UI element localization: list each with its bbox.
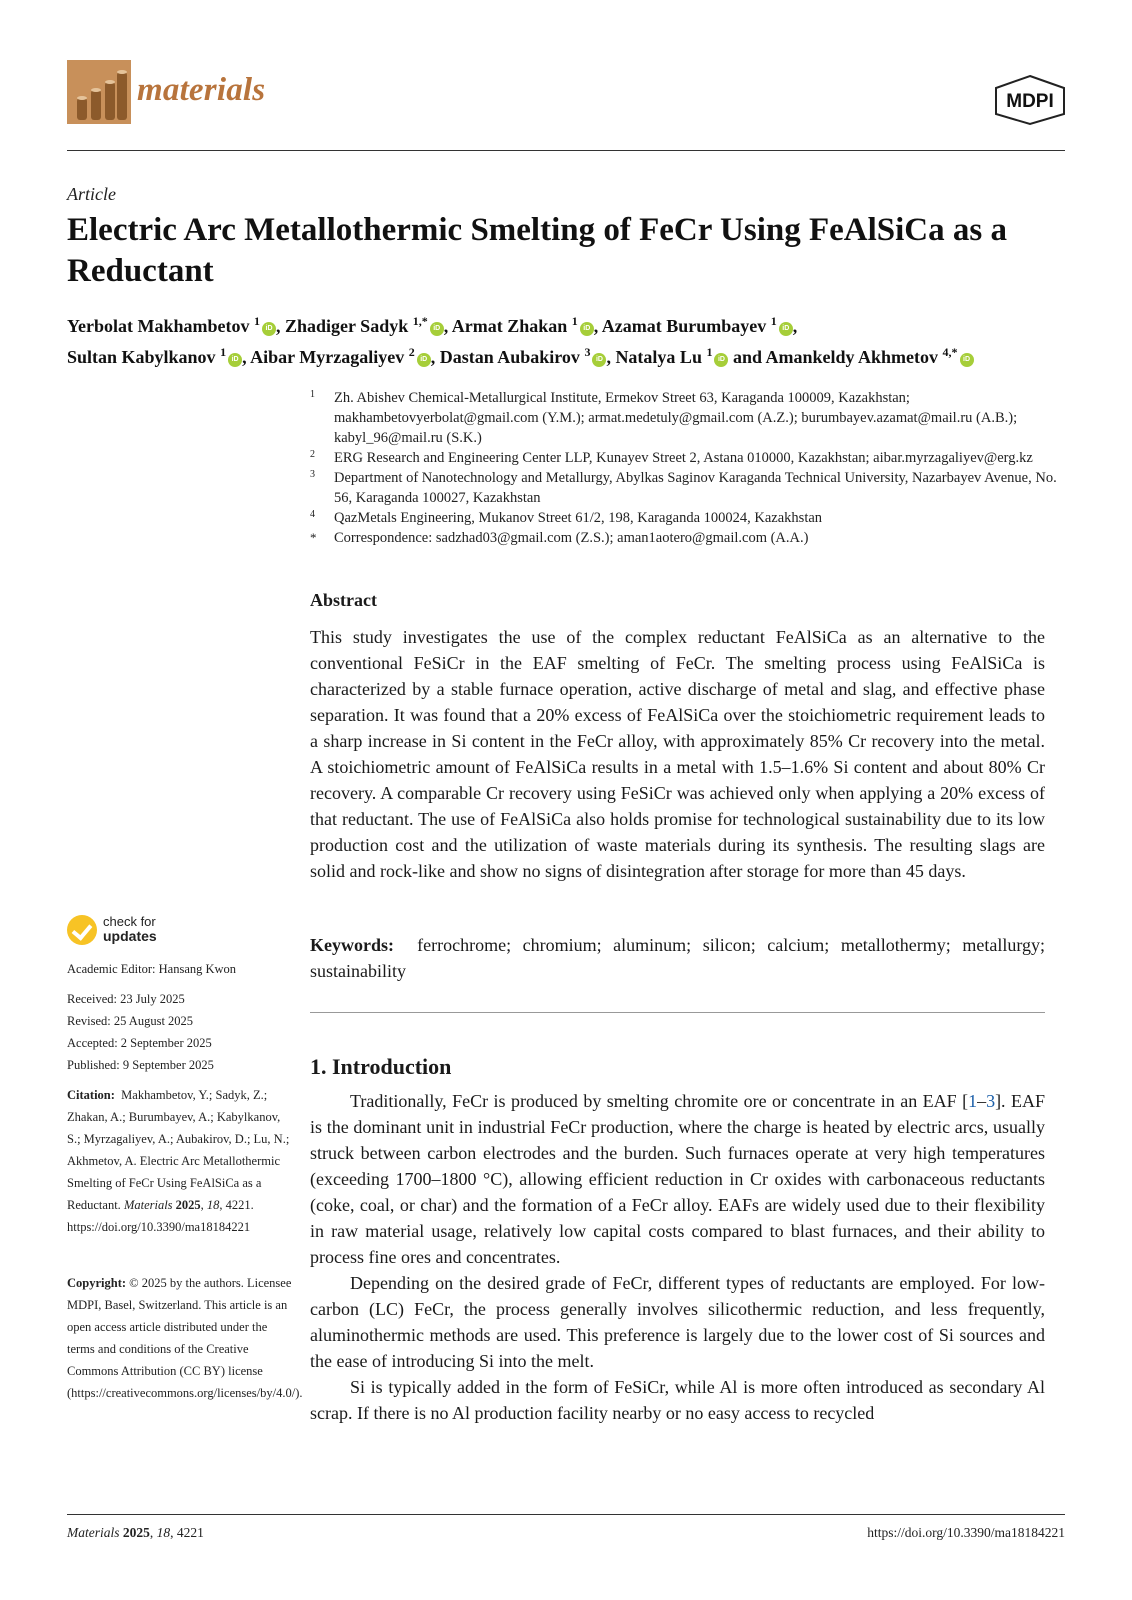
copyright-label: Copyright:: [67, 1276, 127, 1290]
citation-year: 2025: [175, 1198, 201, 1212]
orcid-icon[interactable]: iD: [592, 353, 606, 367]
citation-block: Citation: Makhambetov, Y.; Sadyk, Z.; Zhakan, A.; Burumbayev, A.; Kabylkanov, S.; Myrzagaliyev, A.; Aubakirov, D.; Lu, N.; Akhmetov, A. Electric Arc Metallothermic Smelting of FeCr Using FeAlSiCa as a Reductant. Materials 2025, 18, 4221. https://doi.org/10.3390/ma18184221: [67, 1088, 290, 1234]
author-separator: ,: [276, 316, 285, 336]
author-name: Sultan Kabylkanov: [67, 347, 216, 367]
author-affiliation-marker: 1: [706, 345, 713, 359]
mdpi-logo: [990, 74, 1070, 126]
citation-link-3[interactable]: 3: [986, 1091, 996, 1111]
affiliation-item: [310, 468, 1070, 508]
author-affiliation-marker: 1: [770, 314, 777, 328]
author-name: Dastan Aubakirov: [439, 347, 580, 367]
affiliation-number: *: [310, 530, 317, 545]
affiliation-number: 4: [310, 509, 315, 520]
author-separator: ,: [443, 316, 452, 336]
citation-volume: 18: [206, 1198, 220, 1212]
keywords-text: ferrochrome; chromium; aluminum; silicon; calcium; metallothermy; metallurgy; sustainability: [310, 935, 1045, 981]
published-date: Published: 9 September 2025: [67, 1058, 214, 1072]
header-rule: [67, 150, 1065, 151]
academic-editor: Academic Editor: Hansang Kwon: [67, 962, 237, 976]
orcid-icon[interactable]: iD: [430, 322, 444, 336]
affiliation-text: Zh. Abishev Chemical-Metallurgical Institute, Ermekov Street 63, Karaganda 100009, Kazakhstan; makhambetovyerbolat@gmail.com (Y.M.); armat.medetuly@gmail.com (A.Z.); burumbayev.azamat@mail.ru (A.B.); kabyl_96@mail.ru (S.K.): [334, 390, 1018, 446]
author-name: Aibar Myrzagaliyev: [250, 347, 405, 367]
author-separator: ,: [792, 316, 798, 336]
author-affiliation-marker: 3: [584, 345, 591, 359]
abstract-rule: [310, 1012, 1045, 1013]
author-affiliation-marker: 4,*: [942, 345, 958, 359]
accepted-date: Accepted: 2 September 2025: [67, 1036, 212, 1050]
citation-doi[interactable]: , 4221. https://doi.org/10.3390/ma18184221: [67, 1198, 254, 1234]
author-separator: ,: [430, 347, 440, 367]
received-date: Received: 23 July 2025: [67, 992, 185, 1006]
orcid-icon[interactable]: iD: [262, 322, 276, 336]
affiliation-item: [310, 448, 1070, 468]
check-updates-icon[interactable]: [67, 915, 97, 945]
author-separator: ,: [242, 347, 251, 367]
orcid-icon[interactable]: iD: [580, 322, 594, 336]
author-affiliation-marker: 1: [254, 314, 260, 328]
paper-title: Electric Arc Metallothermic Smelting of FeCr Using FeAlSiCa as a Reductant: [67, 212, 1007, 289]
citation-text: Makhambetov, Y.; Sadyk, Z.; Zhakan, A.; Burumbayev, A.; Kabylkanov, S.; Myrzagaliyev, A.; Aubakirov, D.; Lu, N.; Akhmetov, A. Electric Arc Metallothermic Smelting of FeCr Using FeAlSiCa as a Reductant.: [67, 1088, 290, 1212]
affiliation-text: Department of Nanotechnology and Metallurgy, Abylkas Saginov Karaganda Technical University, Nazarbayev Avenue, No. 56, Karaganda 100027, Kazakhstan: [334, 470, 1057, 506]
orcid-icon[interactable]: iD: [228, 353, 242, 367]
author-name: Armat Zhakan: [451, 316, 568, 336]
citation-journal: Materials: [123, 1198, 173, 1212]
mdpi-text: MDPI: [1006, 91, 1054, 112]
intro-paragraph-1: Traditionally, FeCr is produced by smelting chromite ore or concentrate in an EAF [1–3]. EAF is the dominant unit in industrial FeCr production, where the charge is heated by electric arcs, usually struck between carbon electrodes and the burden. Such furnaces operate at very high temperatures (exceeding 1700–1800 °C), allowing efficient reduction in Cr oxides with carbonaceous reductants (coke, coal, or char) and the formation of a FeCr alloy. EAFs are widely used due to their flexibility in raw material usage, relatively low capital costs compared to blast furnaces, and their ability to process fine ores and concentrates.: [310, 1091, 1045, 1267]
affiliation-text: ERG Research and Engineering Center LLP, Kunayev Street 2, Astana 010000, Kazakhstan; aibar.myrzagaliyev@erg.kz: [334, 450, 1033, 466]
abstract-heading: Abstract: [310, 590, 377, 610]
citation-link-1[interactable]: 1: [968, 1091, 978, 1111]
intro-paragraph-2: Depending on the desired grade of FeCr, different types of reductants are employed. For low-carbon (LC) FeCr, the process generally involves silicothermic reduction, and less frequently, aluminothermic methods are used. This preference is largely due to the lower cost of Si sources and the ease of introducing Si into the melt.: [310, 1273, 1045, 1371]
author-separator: and: [728, 347, 766, 367]
affiliation-text: QazMetals Engineering, Mukanov Street 61/2, 198, Karaganda 100024, Kazakhstan: [334, 510, 823, 526]
section-heading-introduction: 1. Introduction: [310, 1054, 452, 1079]
affiliation-text: Correspondence: sadzhad03@gmail.com (Z.S.); aman1aotero@gmail.com (A.A.): [334, 530, 809, 546]
author-affiliation-marker: 2: [408, 345, 415, 359]
author-name: Natalya Lu: [615, 347, 702, 367]
author-name: Azamat Burumbayev: [601, 316, 767, 336]
affiliations: [310, 388, 1070, 548]
author-separator: ,: [606, 347, 616, 367]
author-name: Yerbolat Makhambetov: [67, 316, 250, 336]
author-affiliation-marker: 1: [571, 314, 578, 328]
orcid-icon[interactable]: iD: [960, 353, 974, 367]
author-affiliation-marker: 1: [220, 345, 227, 359]
orcid-icon[interactable]: iD: [417, 353, 431, 367]
affiliation-number: 3: [310, 469, 315, 480]
article-type: Article: [67, 184, 116, 204]
footer-doi[interactable]: https://doi.org/10.3390/ma18184221: [867, 1525, 1065, 1540]
introduction-text: [310, 1088, 1045, 1426]
orcid-icon[interactable]: iD: [779, 322, 793, 336]
check-updates-label[interactable]: check for updates: [103, 914, 157, 944]
affiliation-number: 2: [310, 449, 315, 460]
orcid-icon[interactable]: iD: [714, 353, 728, 367]
journal-name: materials: [137, 72, 266, 108]
keywords-label: Keywords:: [310, 935, 394, 955]
author-separator: ,: [593, 316, 602, 336]
keywords: [310, 932, 1045, 984]
copyright-text: © 2025 by the authors. Licensee MDPI, Basel, Switzerland. This article is an open access article distributed under the terms and conditions of the Creative Commons Attribution (CC BY) license (https://creativecommons.org/licenses/by/4.0/).: [67, 1276, 303, 1400]
abstract-text: This study investigates the use of the complex reductant FeAlSiCa as an alternative to the conventional FeSiCr in the EAF smelting of FeCr. The smelting process using FeAlSiCa is characterized by a stable furnace operation, active discharge of metal and slag, and effective phase separation. It was found that a 20% excess of FeAlSiCa over the stoichiometric requirement leads to a sharp increase in Si content in the FeCr alloy, with approximately 85% Cr recovery into the metal. A stoichiometric amount of FeAlSiCa results in a metal with 1.5–1.6% Si content and about 80% Cr recovery. A comparable Cr recovery using FeSiCr was achieved only when applying a 20% excess of that reductant. The use of FeAlSiCa also holds promise for technological sustainability due to its low production cost and the utilization of waste materials during its synthesis. The resulting slags are solid and rock-like and show no signs of disintegration after storage for more than 45 days.: [310, 627, 1045, 881]
affiliation-item: [310, 388, 1070, 448]
journal-logo: [67, 60, 131, 124]
author-name: Amankeldy Akhmetov: [765, 347, 939, 367]
affiliation-number: 1: [310, 389, 315, 400]
revised-date: Revised: 25 August 2025: [67, 1014, 194, 1028]
footer-citation: Materials 2025, 18, 4221: [67, 1525, 204, 1540]
affiliation-item: [310, 508, 1070, 528]
citation-label: Citation:: [67, 1088, 115, 1102]
affiliation-item: [310, 528, 1070, 548]
intro-paragraph-3: Si is typically added in the form of FeSiCr, while Al is more often introduced as secondary Al scrap. If there is no Al production facility nearby or no easy access to recycled: [310, 1377, 1045, 1423]
author-name: Zhadiger Sadyk: [285, 316, 409, 336]
author-list: [67, 308, 1067, 370]
author-affiliation-marker: 1,*: [412, 314, 428, 328]
copyright-block: [67, 1272, 303, 1404]
footer-rule: [67, 1514, 1065, 1515]
